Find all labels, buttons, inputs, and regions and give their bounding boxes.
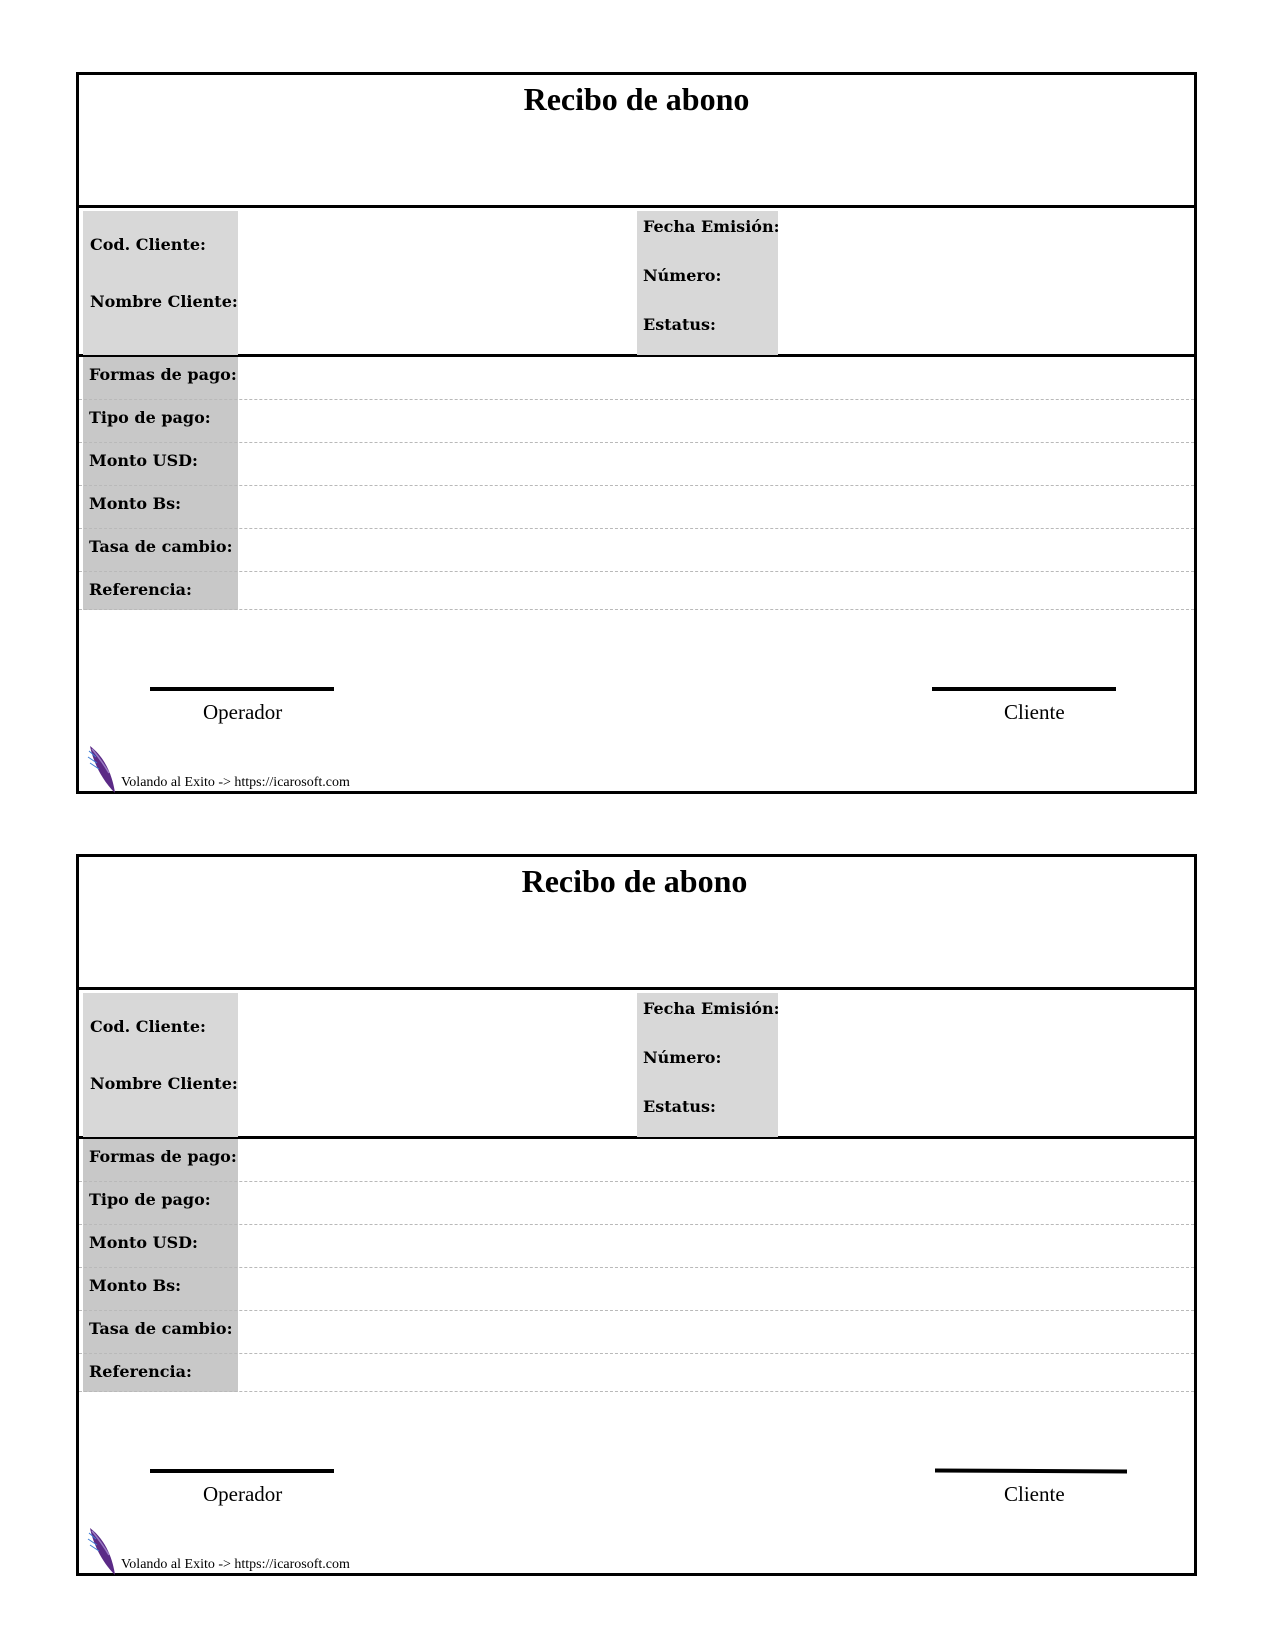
monto-bs-label: Monto Bs: [89,494,182,513]
receipt-1 [76,72,1197,794]
footer-tagline: Volando al Exito -> https://icarosoft.com [121,1557,350,1572]
document-label-panel [637,211,778,355]
payment-row-monto-usd [79,443,1194,486]
cod-cliente-label: Cod. Cliente: [90,1017,206,1036]
referencia-label: Referencia: [89,1362,192,1381]
payment-section [79,1139,1194,1394]
payment-row-referencia [79,572,1194,610]
receipt-title: Recibo de abono [521,863,748,899]
footer-tagline: Volando al Exito -> https://icarosoft.com [121,775,350,790]
receipt-title: Recibo de abono [523,81,750,117]
cliente-label: Cliente [1004,700,1065,724]
operador-signature-line [150,1469,334,1473]
cliente-signature-line [932,687,1116,691]
nombre-cliente-label: Nombre Cliente: [90,1074,238,1093]
feather-quill-icon [87,1525,117,1577]
fecha-emision-label: Fecha Emisión: [643,217,780,236]
tipo-de-pago-label: Tipo de pago: [89,1190,211,1209]
tasa-de-cambio-label: Tasa de cambio: [89,1319,233,1338]
cod-cliente-label: Cod. Cliente: [90,235,206,254]
formas-de-pago-label: Formas de pago: [89,1147,237,1166]
formas-de-pago-label: Formas de pago: [89,365,237,384]
estatus-label: Estatus: [643,315,716,334]
payment-row-formas [79,1139,1194,1182]
monto-usd-label: Monto USD: [89,1233,198,1252]
payment-row-tasa [79,529,1194,572]
feather-quill-icon [87,743,117,795]
cliente-label: Cliente [1004,1482,1065,1506]
client-header [79,987,1194,1139]
monto-usd-label: Monto USD: [89,451,198,470]
receipt-2 [76,854,1197,1576]
client-label-panel [83,993,238,1137]
payment-row-monto-bs [79,486,1194,529]
numero-label: Número: [643,266,722,285]
payment-row-tipo [79,1182,1194,1225]
estatus-label: Estatus: [643,1097,716,1116]
payment-row-tasa [79,1311,1194,1354]
referencia-label: Referencia: [89,580,192,599]
payment-section [79,357,1194,612]
numero-label: Número: [643,1048,722,1067]
fecha-emision-label: Fecha Emisión: [643,999,780,1018]
nombre-cliente-label: Nombre Cliente: [90,292,238,311]
tasa-de-cambio-label: Tasa de cambio: [89,537,233,556]
tipo-de-pago-label: Tipo de pago: [89,408,211,427]
client-label-panel [83,211,238,355]
cliente-signature-line [935,1468,1127,1473]
document-label-panel [637,993,778,1137]
operador-label: Operador [203,700,283,724]
payment-row-monto-bs [79,1268,1194,1311]
payment-row-tipo [79,400,1194,443]
operador-signature-line [150,687,334,691]
payment-row-monto-usd [79,1225,1194,1268]
payment-row-formas [79,357,1194,400]
monto-bs-label: Monto Bs: [89,1276,182,1295]
operador-label: Operador [203,1482,283,1506]
payment-row-referencia [79,1354,1194,1392]
client-header [79,205,1194,357]
